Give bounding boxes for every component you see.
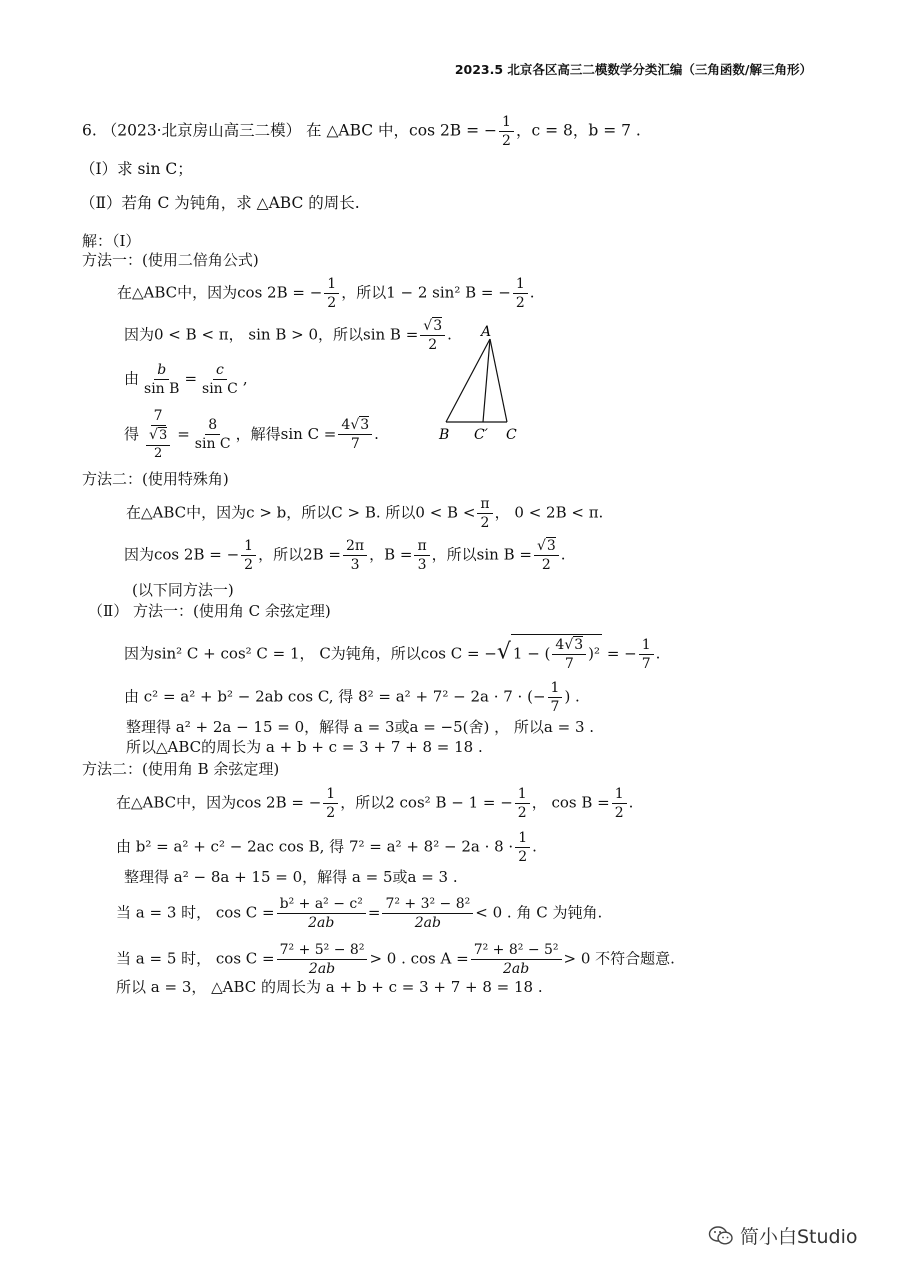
vertex-label-c: C [506, 427, 517, 443]
method-2-title: 方法二：(使用特殊角) [82, 470, 229, 488]
part-2-method-2-line-5: 当 a = 5 时， cos C = $\frac{\text{7² + 5² − 8²}}{2ab}$ > 0 . cos A = $\frac{\text{7² + 8² − 5²}}{2ab}$ > 0 不符合题意. [116, 942, 675, 978]
solution-intro: 解：（Ⅰ） [82, 232, 141, 250]
wechat-icon [708, 1225, 734, 1247]
part-2-question: （Ⅱ）若角 C 为钝角，求 △ABC 的周长. [80, 194, 360, 212]
part-2-line-1: 因为sin² C + cos² C = 1， C为钝角，所以cos C = −√ 1 − ( $\frac{4√3}{7}$ )² = − $\frac{1}{7}$ . [124, 634, 660, 674]
method-2-note: (以下同方法一) [132, 581, 234, 599]
method-1-title: 方法一：(使用二倍角公式) [82, 251, 259, 269]
method-2-line-2: 因为cos 2B = − $\frac{1}{2}$ ，所以2B = $\frac{2\pi}{3}$ ，B = $\frac{\pi}{3}$ ，所以sin B = $\frac{√3}{2}$ . [124, 538, 566, 574]
part-2-line-3: 整理得 a² + 2a − 15 = 0，解得 a = 3或a = −5(舍) ， 所以a = 3 . [126, 718, 595, 736]
problem-statement: 6. （2023·北京房山高三二模） 在 △ABC 中，cos 2B = − $\frac{1}{2}$ ，c = 8，b = 7 . [82, 114, 641, 150]
part-1-question: （Ⅰ）求 sin C； [80, 160, 193, 178]
method-1-line-4: 得 $\frac{7}{\frac{√3}{2}}$ = $\frac{8}{\text{sin C}}$ ，解得sin C = $\frac{4√3}{7}$ . [124, 408, 379, 462]
method-1-line-2: 因为0 < B < π， sin B > 0，所以sin B = $\frac{√3}{2}$ . [124, 318, 452, 354]
part-2-line-2: 由 c² = a² + b² − 2ab cos C, 得 8² = a² + 7² − 2a · 7 · (− $\frac{1}{7}$ ) . [124, 680, 580, 716]
method-1-line-1: 在△ABC中，因为cos 2B = − $\frac{1}{2}$ ，所以1 − 2 sin² B = − $\frac{1}{2}$ . [117, 276, 535, 312]
triangle-figure [436, 322, 526, 444]
part-2-line-4: 所以△ABC的周长为 a + b + c = 3 + 7 + 8 = 18 . [126, 738, 483, 756]
page-header: 2023.5 北京各区高三二模数学分类汇编（三角函数/解三角形） [454, 62, 812, 77]
vertex-label-a: A [481, 324, 492, 340]
method-2-line-1: 在△ABC中，因为c > b，所以C > B. 所以0 < B < $\frac{\pi}{2}$ ， 0 < 2B < π. [126, 496, 604, 532]
part-2-method-2-line-4: 当 a = 3 时， cos C = $\frac{\text{b² + a² − c²}}{2ab}$ = $\frac{\text{7² + 3² − 8²}}{2ab}$ < 0 . 角 C 为钝角. [116, 896, 603, 932]
vertex-label-c-prime: C′ [474, 427, 488, 443]
vertex-label-b: B [439, 427, 450, 443]
method-1-line-3: 由 $\frac{b}{\text{sin B}}$ = $\frac{c}{\text{sin C}}$ , [124, 362, 248, 398]
watermark-text: 简小白Studio [740, 1226, 858, 1248]
part-2-method-2-title: 方法二：(使用角 B 余弦定理) [82, 760, 280, 778]
side-ac [490, 339, 507, 422]
part-2-method-2-line-2: 由 b² = a² + c² − 2ac cos B, 得 7² = a² + 8² − 2a · 8 · $\frac{1}{2}$ . [116, 830, 537, 866]
part-2-method-1-title: （Ⅱ） 方法一：(使用角 C 余弦定理) [88, 602, 331, 620]
part-2-method-2-line-1: 在△ABC中，因为cos 2B = − $\frac{1}{2}$ ，所以2 cos² B − 1 = − $\frac{1}{2}$ ， cos B = $\frac{1}{2}$ . [116, 786, 634, 822]
part-2-method-2-line-6: 所以 a = 3， △ABC 的周长为 a + b + c = 3 + 7 + 8 = 18 . [116, 978, 543, 996]
side-ab [446, 339, 490, 422]
part-2-method-2-line-3: 整理得 a² − 8a + 15 = 0，解得 a = 5或a = 3 . [124, 868, 458, 886]
watermark [708, 1222, 858, 1249]
